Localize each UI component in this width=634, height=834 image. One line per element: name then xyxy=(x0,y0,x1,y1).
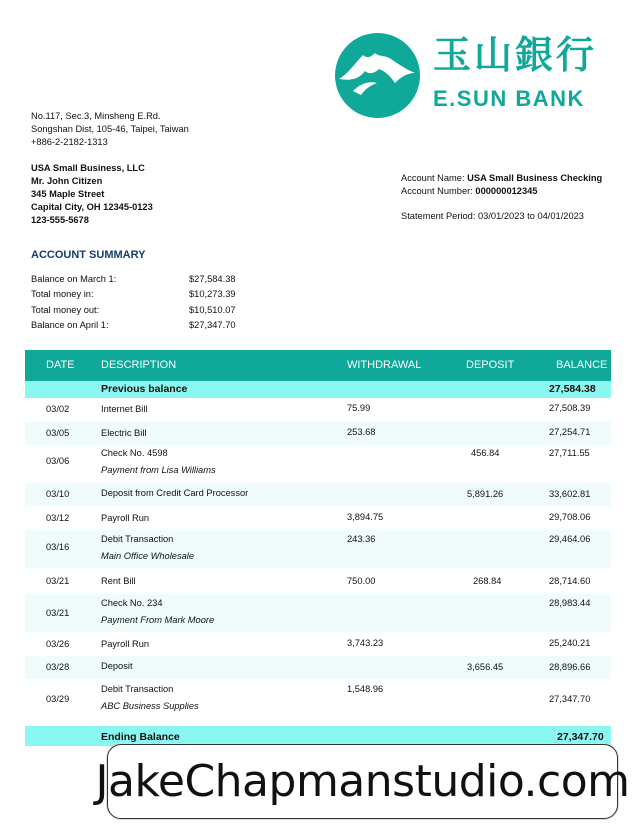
account-number-value: 000000012345 xyxy=(475,186,538,196)
row-deposit: 268.84 xyxy=(473,576,502,586)
row-description: Rent Bill xyxy=(101,576,136,586)
previous-balance-row xyxy=(25,381,611,398)
table-row xyxy=(25,398,611,421)
account-summary xyxy=(31,274,251,335)
row-sub-description: ABC Business Supplies xyxy=(101,701,199,711)
row-balance: 28,983.44 xyxy=(549,598,591,608)
row-description: Deposit xyxy=(101,661,133,671)
row-date: 03/28 xyxy=(46,662,70,672)
previous-balance-label: Previous balance xyxy=(101,383,188,395)
account-info xyxy=(401,172,602,198)
ending-balance-value: 27,347.70 xyxy=(557,731,604,743)
row-description: Deposit from Credit Card Processor xyxy=(101,488,249,498)
row-withdrawal: 750.00 xyxy=(347,576,376,586)
header-date: DATE xyxy=(46,359,75,371)
row-withdrawal: 243.36 xyxy=(347,534,376,544)
summary-label: Balance on March 1: xyxy=(31,274,117,284)
row-description: Check No. 4598 xyxy=(101,448,168,458)
account-name-value: USA Small Business Checking xyxy=(467,173,603,183)
watermark-text: JakeChapmanstudio.com xyxy=(95,756,630,807)
header-description: DESCRIPTION xyxy=(101,359,177,371)
row-withdrawal: 3,743.23 xyxy=(347,638,384,648)
row-description: Payroll Run xyxy=(101,639,150,649)
row-sub-description: Payment from Lisa Williams xyxy=(101,465,216,475)
row-description: Debit Transaction xyxy=(101,534,174,544)
table-row xyxy=(25,632,611,656)
row-date: 03/02 xyxy=(46,404,70,414)
customer-name: Mr. John Citizen xyxy=(31,176,103,186)
row-date: 03/10 xyxy=(46,489,70,499)
bank-phone: +886-2-2182-1313 xyxy=(31,137,108,147)
row-balance: 29,708.06 xyxy=(549,512,591,522)
row-balance: 28,896.66 xyxy=(549,662,591,672)
esun-logo-icon xyxy=(335,33,420,118)
row-sub-description: Main Office Wholesale xyxy=(101,551,195,561)
summary-row xyxy=(31,305,251,320)
bank-address-line: Songshan Dist, 105-46, Taipei, Taiwan xyxy=(31,124,189,134)
summary-row xyxy=(31,289,251,304)
table-row xyxy=(25,483,611,506)
row-date: 03/21 xyxy=(46,608,70,618)
table-row xyxy=(25,421,611,445)
ending-balance-row xyxy=(25,726,611,746)
row-balance: 27,347.70 xyxy=(549,694,591,704)
row-balance: 27,254.71 xyxy=(549,427,591,437)
table-header xyxy=(25,350,611,381)
table-row xyxy=(25,530,611,568)
header-balance: BALANCE xyxy=(556,359,608,371)
row-date: 03/21 xyxy=(46,576,70,586)
account-number-label: Account Number: xyxy=(401,186,473,196)
customer-phone: 123-555-5678 xyxy=(31,215,89,225)
previous-balance-value: 27,584.38 xyxy=(549,383,596,395)
row-balance: 27,711.55 xyxy=(549,448,590,458)
table-row xyxy=(25,679,611,723)
header-deposit: DEPOSIT xyxy=(466,359,515,371)
row-date: 03/16 xyxy=(46,542,70,552)
row-deposit: 3,656.45 xyxy=(467,662,504,672)
bank-address-line: No.117, Sec.3, Minsheng E.Rd. xyxy=(31,111,161,121)
statement-period: Statement Period: 03/01/2023 to 04/01/2023 xyxy=(401,211,584,221)
table-row xyxy=(25,568,611,594)
bank-name-english: E.SUN BANK xyxy=(433,86,585,111)
row-withdrawal: 1,548.96 xyxy=(347,684,384,694)
row-date: 03/05 xyxy=(46,428,70,438)
row-description: Electric Bill xyxy=(101,428,147,438)
transactions-table xyxy=(25,350,611,746)
summary-row xyxy=(31,274,251,289)
summary-value: $10,510.07 xyxy=(189,304,236,315)
row-description: Payroll Run xyxy=(101,513,150,523)
summary-label: Total money out: xyxy=(31,304,100,315)
row-description: Check No. 234 xyxy=(101,598,163,608)
customer-address xyxy=(31,162,153,227)
watermark-banner xyxy=(95,744,630,819)
row-withdrawal: 75.99 xyxy=(347,403,371,413)
summary-value: $27,584.38 xyxy=(189,274,236,284)
summary-row xyxy=(31,320,251,335)
customer-company: USA Small Business, LLC xyxy=(31,163,145,173)
account-summary-title: ACCOUNT SUMMARY xyxy=(31,249,146,261)
table-row xyxy=(25,656,611,679)
header-withdrawal: WITHDRAWAL xyxy=(347,359,422,371)
row-balance: 33,602.81 xyxy=(549,489,591,499)
row-balance: 29,464.06 xyxy=(549,534,591,544)
ending-balance-label: Ending Balance xyxy=(101,731,180,743)
table-row xyxy=(25,445,611,483)
row-sub-description: Payment From Mark Moore xyxy=(101,615,215,625)
row-withdrawal: 3,894.75 xyxy=(347,512,384,522)
row-withdrawal: 253.68 xyxy=(347,427,376,437)
summary-label: Balance on April 1: xyxy=(31,319,109,330)
summary-label: Total money in: xyxy=(31,289,94,300)
row-balance: 25,240.21 xyxy=(549,638,591,648)
bank-name-chinese: 玉山銀行 xyxy=(433,33,598,77)
row-balance: 27,508.39 xyxy=(549,403,591,413)
row-description: Debit Transaction xyxy=(101,684,174,694)
summary-value: $10,273.39 xyxy=(189,289,236,300)
row-description: Internet Bill xyxy=(101,404,148,414)
row-date: 03/12 xyxy=(46,513,70,523)
row-date: 03/29 xyxy=(46,694,70,704)
bank-address xyxy=(31,110,189,149)
account-name-label: Account Name: xyxy=(401,173,465,183)
customer-street: 345 Maple Street xyxy=(31,189,105,199)
row-deposit: 5,891.26 xyxy=(467,489,504,499)
row-balance: 28,714.60 xyxy=(549,576,591,586)
row-deposit: 456.84 xyxy=(471,448,500,458)
summary-value: $27,347.70 xyxy=(189,319,236,330)
row-date: 03/06 xyxy=(46,456,70,466)
customer-city: Capital City, OH 12345-0123 xyxy=(31,202,153,212)
table-row xyxy=(25,594,611,632)
row-date: 03/26 xyxy=(46,639,70,649)
table-row xyxy=(25,506,611,530)
